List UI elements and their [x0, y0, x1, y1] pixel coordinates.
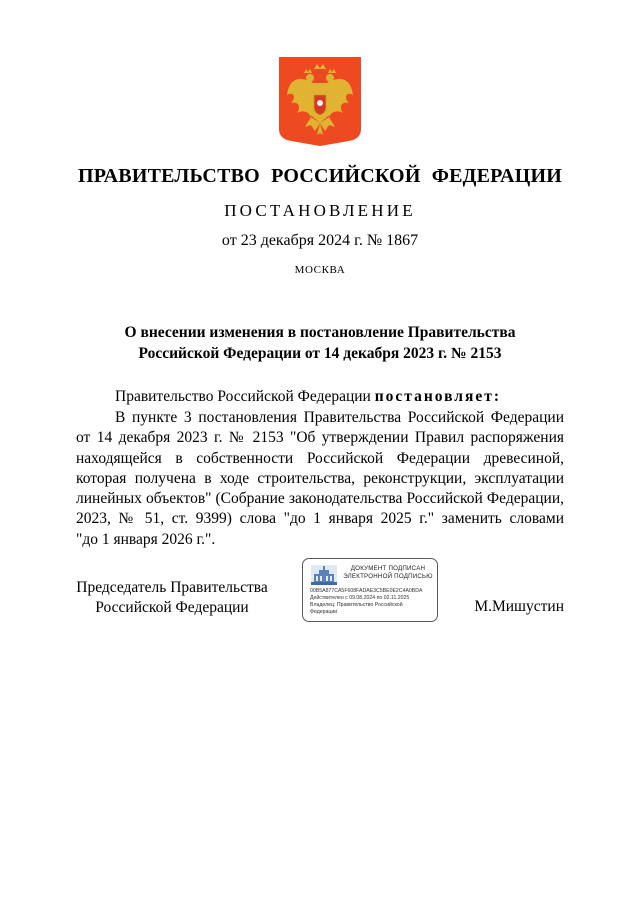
stamp-validity: Действителен с 09.08.2024 по 02.11.2025 — [310, 595, 410, 601]
document-body — [76, 408, 564, 550]
resolves-word: постановляет: — [374, 388, 502, 405]
body-line: которая получена в ходе строительства, реконструкции, эксплуатации — [76, 469, 564, 487]
document-subject — [0, 322, 640, 364]
stamp-heading-line: ДОКУМЕНТ ПОДПИСАН — [350, 565, 426, 572]
document-type: ПОСТАНОВЛЕНИЕ — [224, 201, 416, 220]
government-title: ПРАВИТЕЛЬСТВО РОССИЙСКОЙ ФЕДЕРАЦИИ — [78, 165, 562, 187]
body-line: "до 1 января 2026 г.". — [76, 530, 216, 548]
stamp-owner: Федерации — [310, 609, 338, 615]
electronic-signature-stamp — [302, 558, 438, 622]
body-line: В пункте 3 постановления Правительства Российской Федерации — [115, 409, 564, 426]
resolves-prefix: Правительство Российской Федерации — [115, 388, 375, 405]
government-building-icon — [311, 565, 337, 585]
stamp-certificate: 00B5A877CA5F608FADAE3C5BE0E2C4A0BDA — [310, 588, 423, 594]
subject-line: Российской Федерации от 14 декабря 2023 г. № 2153 — [138, 345, 502, 362]
signer-position-line: Председатель Правительства — [76, 579, 268, 596]
document-date-number: от 23 декабря 2024 г. № 1867 — [221, 232, 419, 249]
signer-name: М.Мишустин — [474, 598, 564, 615]
document-city: МОСКВА — [294, 264, 346, 276]
subject-line: О внесении изменения в постановление Правительства — [124, 324, 516, 341]
stamp-heading — [341, 565, 435, 581]
body-line: находящейся в собственности Российской Федерации древесиной, — [76, 449, 564, 467]
stamp-heading-line: ЭЛЕКТРОННОЙ ПОДПИСЬЮ — [343, 573, 433, 580]
state-emblem-icon — [279, 57, 361, 146]
body-line: от 14 декабря 2023 г. № 2153 "Об утверждении Правил распоряжения — [76, 429, 564, 447]
signer-position — [76, 578, 268, 618]
stamp-owner: Владелец: Правительство Российской — [310, 602, 403, 608]
body-line: линейных объектов" (Собрание законодательства Российской Федерации, — [76, 490, 564, 508]
resolves-paragraph — [115, 388, 501, 406]
signer-position-line: Российской Федерации — [95, 599, 249, 616]
body-line: 2023, № 51, ст. 9399) слова "до 1 января 2025 г." заменить словами — [76, 510, 564, 528]
